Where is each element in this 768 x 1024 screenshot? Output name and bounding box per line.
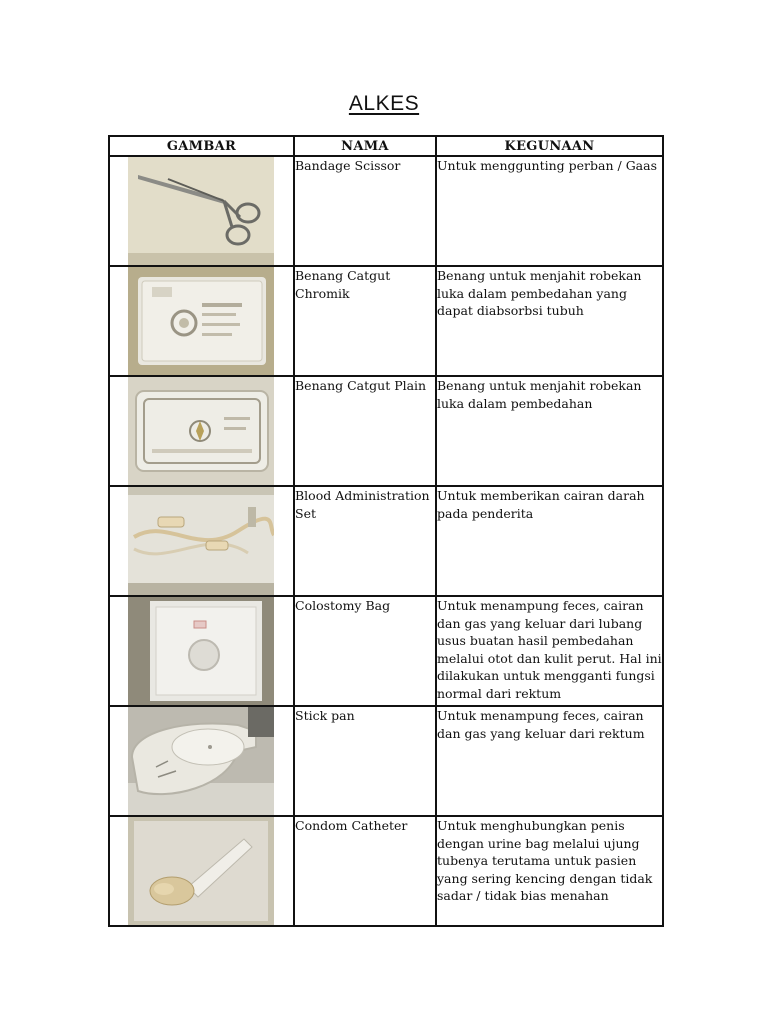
page-title: ALKES bbox=[348, 92, 420, 115]
catgut-package-photo bbox=[128, 267, 274, 375]
table-row bbox=[109, 816, 663, 926]
table-header-row bbox=[109, 136, 663, 156]
colostomy-bag-photo bbox=[128, 597, 274, 705]
gambar-cell bbox=[109, 706, 294, 816]
table-row bbox=[109, 486, 663, 596]
kegunaan-cell: Untuk menghubungkan penis dengan urine bag melalui ujung tubenya terutama untuk pasien yang sering kencing dengan tidak sadar / tidak bias menahan bbox=[436, 816, 663, 926]
nama-cell: Condom Catheter bbox=[294, 816, 436, 926]
header-gambar: GAMBAR bbox=[109, 136, 294, 156]
gambar-cell bbox=[109, 486, 294, 596]
scissors-photo bbox=[128, 157, 274, 265]
catgut-package-photo bbox=[128, 377, 274, 485]
gambar-cell bbox=[109, 816, 294, 926]
bedpan-photo bbox=[128, 707, 274, 815]
nama-cell: Colostomy Bag bbox=[294, 596, 436, 706]
condom-catheter-photo bbox=[128, 817, 274, 925]
nama-cell: Stick pan bbox=[294, 706, 436, 816]
table-row bbox=[109, 596, 663, 706]
nama-cell: Blood Administration Set bbox=[294, 486, 436, 596]
table-row bbox=[109, 156, 663, 266]
tubing-set-photo bbox=[128, 487, 274, 595]
gambar-cell bbox=[109, 596, 294, 706]
kegunaan-cell: Untuk menampung feces, cairan dan gas yang keluar dari lubang usus buatan hasil pembedahan melalui otot dan kulit perut. Hal ini dilakukan untuk mengganti fungsi normal dari rektum bbox=[436, 596, 663, 706]
gambar-cell bbox=[109, 266, 294, 376]
header-nama: NAMA bbox=[294, 136, 436, 156]
nama-cell: Benang Catgut Chromik bbox=[294, 266, 436, 376]
nama-cell: Benang Catgut Plain bbox=[294, 376, 436, 486]
kegunaan-cell: Untuk menggunting perban / Gaas bbox=[436, 156, 663, 266]
table-row bbox=[109, 266, 663, 376]
kegunaan-cell: Benang untuk menjahit robekan luka dalam pembedahan bbox=[436, 376, 663, 486]
nama-cell: Bandage Scissor bbox=[294, 156, 436, 266]
gambar-cell bbox=[109, 156, 294, 266]
table-row bbox=[109, 376, 663, 486]
header-kegunaan: KEGUNAAN bbox=[436, 136, 663, 156]
kegunaan-cell: Benang untuk menjahit robekan luka dalam pembedahan yang dapat diabsorbsi tubuh bbox=[436, 266, 663, 376]
kegunaan-cell: Untuk memberikan cairan darah pada penderita bbox=[436, 486, 663, 596]
gambar-cell bbox=[109, 376, 294, 486]
table-row bbox=[109, 706, 663, 816]
alkes-table bbox=[108, 135, 664, 927]
kegunaan-cell: Untuk menampung feces, cairan dan gas yang keluar dari rektum bbox=[436, 706, 663, 816]
